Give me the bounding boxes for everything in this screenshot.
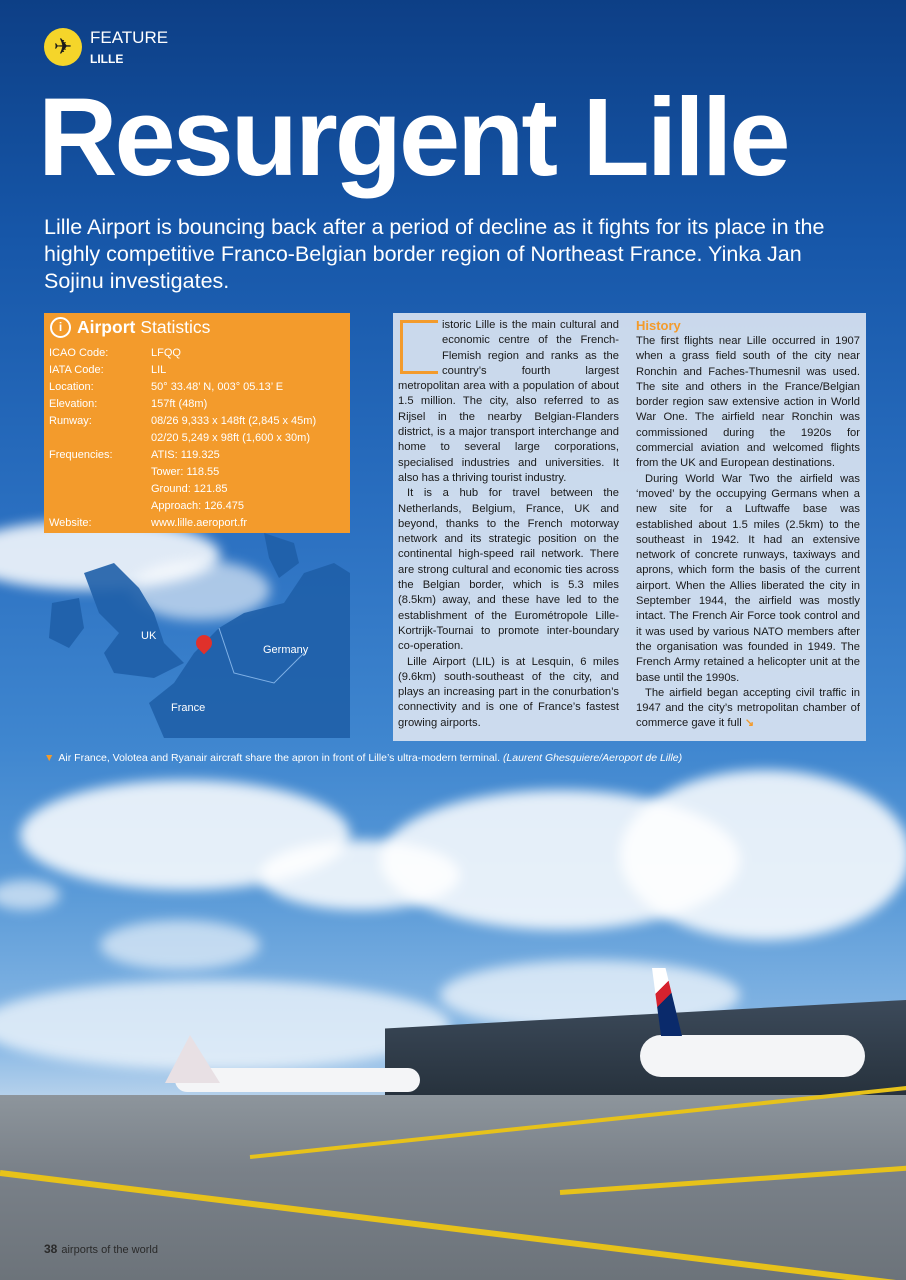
stats-row xyxy=(49,498,316,515)
stats-label: Elevation: xyxy=(49,398,98,410)
volotea-tail xyxy=(165,1035,220,1083)
stats-heading-bold: Airport xyxy=(77,316,136,337)
cloud xyxy=(620,770,906,940)
publication-name: airports of the world xyxy=(61,1244,158,1256)
info-icon: i xyxy=(50,317,71,338)
airplane-icon: ✈ xyxy=(44,28,82,66)
caption-text: Air France, Volotea and Ryanair aircraft share the apron in front of Lille’s ultra-modern terminal. xyxy=(58,752,501,764)
stats-row xyxy=(49,481,316,498)
photo-caption xyxy=(44,752,744,764)
stats-value: 02/20 5,249 x 98ft (1,600 x 30m) xyxy=(151,432,310,444)
map-ireland xyxy=(49,598,84,648)
caption-triangle-icon: ▼ xyxy=(44,752,55,764)
stats-row xyxy=(49,447,316,464)
airport-stats-box xyxy=(44,313,350,533)
stats-label: Runway: xyxy=(49,415,92,427)
stats-value: LFQQ xyxy=(151,347,181,359)
map-scandinavia xyxy=(264,533,299,578)
stats-label: ICAO Code: xyxy=(49,347,109,359)
taxi-line xyxy=(560,1166,906,1195)
stats-row xyxy=(49,515,316,532)
stats-value: Ground: 121.85 xyxy=(151,483,228,495)
stats-value: Tower: 118.55 xyxy=(151,466,220,478)
stats-row xyxy=(49,464,316,481)
air-france-aircraft xyxy=(640,1035,865,1077)
stats-table xyxy=(49,345,316,532)
paragraph: It is a hub for travel between the Netherlands, Belgium, France, UK and beyond, thanks to the French motorway network and its strategic position on the continental high-speed rail network. There are strong cultural and economic ties across the Belgian border, which is 5.3 miles (8.5km) away, and these have led to the establishment of the Eurométropole Lille-Kortrijk-Tournai to promote inter-boundary co-operation. xyxy=(398,487,619,653)
article-column-2 xyxy=(636,318,860,732)
stats-label xyxy=(49,464,151,481)
stats-row xyxy=(49,430,316,447)
stats-label: IATA Code: xyxy=(49,364,104,376)
stats-label: Frequencies: xyxy=(49,449,113,461)
stats-label: Website: xyxy=(49,517,92,529)
stats-value: Approach: 126.475 xyxy=(151,500,244,512)
stats-row xyxy=(49,396,316,413)
photo-credit: (Laurent Ghesquiere/Aeroport de Lille) xyxy=(502,752,683,764)
continue-arrow-icon: ↘ xyxy=(744,717,755,730)
article-body xyxy=(393,313,866,741)
stats-label xyxy=(49,498,151,515)
paragraph: The airfield began accepting civil traffic in 1947 and the city’s metropolitan chamber of commerce gave it full xyxy=(636,686,860,730)
history-heading: History xyxy=(636,318,681,333)
paragraph: istoric Lille is the main cultural and economic centre of the French-Flemish region and ranks as the country’s fourth largest metropolitan area with a population of about 1.5 million. The city, also referred to as Rijsel in the nearby Belgian-Flanders district, is a major transport interchange and home to several large corporations, specialised industries and universities. It also has a thriving tourist industry. xyxy=(398,319,619,484)
paragraph: Lille Airport (LIL) is at Lesquin, 6 miles (9.6km) south-southeast of the city, and plays an increasing part in the conurbation’s connectivity and is one of France’s fastest growing airports. xyxy=(398,655,619,729)
paragraph: The first flights near Lille occurred in 1907 when a grass field south of the city near Ronchin and Faches-Thumesnil was used. The site and others in the France/Belgian border region saw extensive action in World War One. The airfield near Ronchin was commissioned during the 1920s for commercial aviation and welcomed flights from the UK and European destinations. xyxy=(636,335,860,470)
stats-row xyxy=(49,413,316,430)
stats-value: ATIS: 119.325 xyxy=(151,449,220,461)
stats-label xyxy=(49,430,151,447)
stats-heading-rest: Statistics xyxy=(140,316,211,337)
map-label-france: France xyxy=(171,702,206,714)
map-label-uk: UK xyxy=(141,630,157,642)
stats-label: Location: xyxy=(49,381,94,393)
cloud xyxy=(0,880,60,910)
stats-row xyxy=(49,345,316,362)
taxi-line xyxy=(250,1084,906,1159)
stats-value: LIL xyxy=(151,364,167,376)
page-footer xyxy=(44,1242,158,1256)
stats-value: 157ft (48m) xyxy=(151,398,208,410)
stats-label xyxy=(49,481,151,498)
cloud xyxy=(0,980,450,1070)
stats-heading xyxy=(44,313,350,341)
stats-value[interactable]: www.lille.aeroport.fr xyxy=(151,517,247,529)
map-label-germany: Germany xyxy=(263,644,309,656)
stats-value: 50° 33.48’ N, 003° 05.13’ E xyxy=(151,381,284,393)
page-number: 38 xyxy=(44,1242,58,1256)
stats-value: 08/26 9,333 x 148ft (2,845 x 45m) xyxy=(151,415,317,427)
map-britain xyxy=(84,563,184,678)
section-label: LILLE xyxy=(90,52,124,66)
stats-row xyxy=(49,379,316,396)
article-column-1 xyxy=(398,318,619,731)
feature-label: FEATURE xyxy=(90,28,169,47)
cloud xyxy=(100,920,260,970)
taxi-line xyxy=(0,1170,906,1280)
page-title: Resurgent Lille xyxy=(38,76,788,199)
location-map xyxy=(44,533,350,738)
stats-row xyxy=(49,362,316,379)
paragraph: During World War Two the airfield was ‘moved’ by the occupying Germans when a new site for a Luftwaffe base was established about 1.5 miles (2.5km) to the southeast in 1942. It had an extensive network of concrete runways, taxiways and aprons, which form the basis of the current airport. When the Allies liberated the city in September 1944, the airfield was mostly intact. The French Air Force took control and it was used by various NATO members after the organisation was founded in 1949. The French Army retained a helicopter unit at the base until the 1990s. xyxy=(636,472,860,684)
dropcap-h-icon xyxy=(400,320,438,374)
standfirst: Lille Airport is bouncing back after a period of decline as it fights for its place in the highly competitive Franco-Belgian border region of Northeast France. Yinka Jan Sojinu investigates. xyxy=(44,215,825,293)
